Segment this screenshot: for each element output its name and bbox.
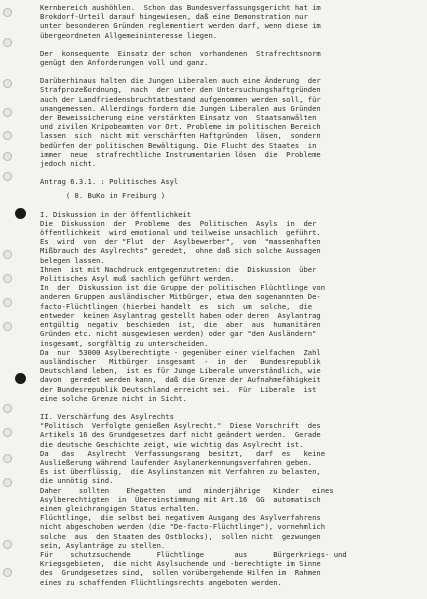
text-line: genügt den Anforderungen voll und ganz. — [40, 58, 209, 68]
binder-hole — [3, 152, 12, 161]
binder-hole — [3, 404, 12, 413]
text-line: Asylberechtigten in Übereinstimmung mit Art.16 GG automatisch — [40, 494, 321, 504]
paragraph — [40, 191, 422, 200]
binder-hole — [3, 540, 12, 549]
text-line: bedürfen der politischen Bewältigung. Die Flucht des Staates in — [40, 140, 317, 150]
text-line: und zivilen Kripobeamten vor Ort. Probleme im politischen Bereich — [40, 122, 321, 132]
paragraph — [40, 177, 422, 186]
text-line: Mißbrauch des Asylrechts" geredet, ohne daß sich solche Aussagen — [40, 246, 321, 256]
binder-hole — [3, 38, 12, 47]
paragraph-gap — [40, 201, 422, 210]
text-line: unangemessen. Allerdings fordern die Jungen Liberalen aus Gründen — [40, 103, 321, 113]
binder-hole — [3, 568, 12, 577]
text-line: übergeordneten Allgemeininteresse liegen. — [40, 30, 218, 40]
text-line: solche aus den Staaten des Ostblocks), sollen nicht gezwungen — [40, 531, 321, 541]
paragraph — [40, 412, 422, 587]
paragraph — [40, 49, 422, 67]
text-line: insgesamt, sorgfältig zu unterscheiden. — [40, 338, 209, 348]
paragraph-gap — [40, 67, 422, 76]
text-line: Politisches Asyl muß sachlich geführt werden. — [40, 274, 235, 284]
text-line: die deutsche Geschichte zeigt, wie wichtig das Asylrecht ist. — [40, 439, 304, 449]
text-line: Da das Asylrecht Verfassungsrang besitzt, darf es keine — [40, 448, 326, 458]
text-line: des Grundgesetzes sind, sollen vorübergehende Hilfen im Rahmen — [40, 568, 321, 578]
text-line: In der Diskussion ist die Gruppe der politischen Flüchtlinge von — [40, 283, 326, 293]
text-line: jedoch nicht. — [40, 159, 97, 169]
document-text — [40, 3, 422, 587]
binder-hole — [3, 8, 12, 17]
text-line: die unnötig sind. — [40, 476, 114, 486]
binder-hole — [3, 298, 12, 307]
punch-hole — [15, 373, 26, 384]
paragraph-gap — [40, 168, 422, 177]
text-line: Ausließerung während laufender Asylanerkennungsverfahren geben. — [40, 457, 313, 467]
text-line: Es wird von der "Flut der Asylbewerber", vom "massenhaften — [40, 237, 321, 247]
text-line: II. Verschärfung des Asylrechts — [40, 411, 174, 421]
text-line: facto-Flüchtlingen (hierbei handelt es sich um solche, die — [40, 301, 313, 311]
text-line: Kriegsgebieten, die nicht Asylsuchende und -berechtigte im Sinne — [40, 559, 321, 569]
punch-hole — [15, 208, 26, 219]
text-line: der Beweissicherung eine verstärkten Einsatz von Staatsanwälten — [40, 113, 317, 123]
text-line: nicht abgeschoben werden (die "De-facto-Flüchtlinge"), vornehmlich — [40, 522, 326, 532]
text-line: Die Diskussion der Probleme des Politischen Asyls in der — [40, 218, 317, 228]
text-line: entgültig negativ beschieden ist, die aber aus humanitären — [40, 320, 321, 330]
text-line: eines zu schaffenden Flüchtlingsrechts angeboten werden. — [40, 577, 282, 587]
text-line: eine solche Grenze nicht in Sicht. — [40, 393, 187, 403]
text-line: Antrag 6.3.1. : Politisches Asyl — [40, 177, 179, 187]
text-line: "Politisch Verfolgte genießen Asylrecht." Diese Vorschrift des — [40, 421, 321, 431]
text-line: I. Diskussion in der öffentlichkeit — [40, 209, 192, 219]
binder-hole — [3, 131, 12, 140]
text-line: Brokdorf-Urteil darauf hingewiesen, daß eine Demonstration nur — [40, 12, 308, 22]
text-line: unter besonderen Gründen reglementiert werden darf, wenn diese im — [40, 21, 321, 31]
text-line: sein, Asylanträge zu stellen. — [40, 540, 166, 550]
text-line: immer neue strafrechtliche Instrumentarien lösen die Probleme — [40, 149, 321, 159]
text-line: anderen Gruppen ausländischer Mitbürger, etwa den sogenannten De- — [40, 292, 321, 302]
text-line: Ihnen ist mit Nachdruck entgegenzutreten: die Diskussion über — [40, 264, 317, 274]
text-line: Da nur 53000 Asylberechtigte - gegenüber einer vielfachen Zahl — [40, 347, 321, 357]
text-line: entweder keinen Asylantrag gestellt haben oder deren Asylantrag — [40, 310, 321, 320]
text-line: öffentlichkeit wird emotional und teilweise unsachlich geführt. — [40, 228, 321, 238]
binder-hole — [3, 172, 12, 181]
text-line: Artikels 16 des Grundgesetzes darf nicht geändert werden. Gerade — [40, 430, 321, 440]
paragraph — [40, 3, 422, 40]
text-line: belegen lassen. — [40, 255, 105, 265]
text-line: Darüberhinaus halten die Jungen Liberalen auch eine Änderung der — [40, 76, 321, 86]
text-line: Der konsequente Einsatz der schon vorhandenen Strafrechtsnorm — [40, 48, 321, 58]
text-line: davon geredet werden kann, daß die Grenze der Aufnahmefähigkeit — [40, 375, 321, 385]
binder-hole — [3, 428, 12, 437]
text-line: Daher sollten Ehegatten und minderjährige Kinder eines — [40, 485, 334, 495]
binder-hole — [3, 454, 12, 463]
text-line: Für schutzsuchende Flüchtlinge aus Bürgerkriegs- und — [40, 549, 347, 559]
binder-hole — [3, 478, 12, 487]
text-line: einen gleichrangigen Status erhalten. — [40, 503, 200, 513]
text-line: Strafprozeßordnung, nach der unter den Untersuchungshaftgründen — [40, 85, 321, 95]
binder-hole — [3, 274, 12, 283]
text-line: ( 8. BuKo in Freiburg ) — [40, 191, 166, 201]
paragraph-gap — [40, 403, 422, 412]
paragraph-gap — [40, 40, 422, 49]
text-line: Es ist überflüssig, die Asylinstanzen mit Verfahren zu belasten, — [40, 467, 321, 477]
binder-hole — [3, 250, 12, 259]
text-line: lassen sich nicht mit verschärften Haftgründen lösen, sondern — [40, 131, 321, 141]
text-line: Deutschland leben, ist es für Junge Liberale unverständlich, wie — [40, 366, 321, 376]
text-line: Flüchtlinge, die selbst bei negativem Ausgang des Asylverfahrens — [40, 513, 321, 523]
text-line: Gründen etc. nicht ausgewiesen werden) oder gar "den Ausländern" — [40, 329, 317, 339]
binder-hole — [3, 322, 12, 331]
paragraph — [40, 76, 422, 168]
text-line: ausländischer Mitbürger insgesamt - in der Bundesrepublik — [40, 356, 321, 366]
text-line: der Bundesrepublik Deutschland erreicht sei. Für Liberale ist — [40, 384, 317, 394]
text-line: Kernbereich aushöhlen. Schon das Bundesverfassungsgericht hat im — [40, 3, 321, 12]
paragraph — [40, 210, 422, 403]
binder-hole — [3, 79, 12, 88]
binder-hole — [3, 108, 12, 117]
text-line: auch der Landfriedensbruchtatbestand aufgenommen werden soll, für — [40, 94, 321, 104]
